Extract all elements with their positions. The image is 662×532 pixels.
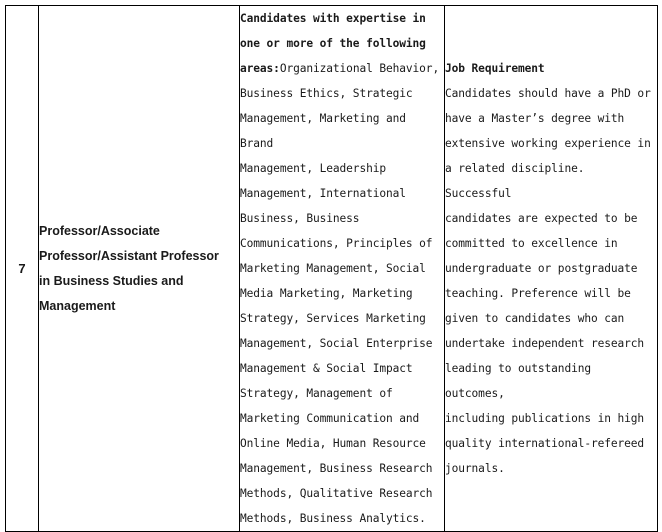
areas-heading-line: Candidates with expertise in [240, 12, 426, 25]
areas-line: Marketing Management, Social [240, 262, 426, 275]
requirement-heading: Job Requirement [445, 62, 545, 75]
requirement-line: a related discipline. Successful [445, 162, 585, 200]
requirement-line: extensive working experience in [445, 137, 651, 150]
areas-line: Business, Business [240, 212, 360, 225]
areas-line: Communications, Principles of [240, 237, 433, 250]
table-row [6, 6, 658, 532]
areas-line: Marketing Communication and [240, 412, 420, 425]
requirement-line: given to candidates who can [445, 312, 625, 325]
expertise-areas-cell [240, 6, 445, 532]
requirement-line: undertake independent research [445, 337, 645, 350]
requirement-line: leading to outstanding outcomes, [445, 362, 591, 400]
areas-line: Management, Marketing and Brand [240, 112, 406, 150]
areas-line: Strategy, Management of [240, 387, 393, 400]
requirement-line: teaching. Preference will be [445, 287, 631, 300]
position-title-line: Professor/Assistant Professor [39, 248, 219, 263]
position-title-line: Professor/Associate [39, 223, 160, 238]
areas-line: Organizational Behavior, [279, 62, 440, 75]
areas-heading-line: one or more of the following [240, 37, 426, 50]
requirement-line: candidates are expected to be [445, 212, 638, 225]
row-number: 7 [18, 261, 26, 276]
requirement-line: including publications in high [445, 412, 645, 425]
areas-line: Methods, Business Analytics. [240, 512, 426, 525]
areas-line: Management, Social Enterprise [240, 337, 433, 350]
areas-line: Management, Leadership [240, 162, 386, 175]
requirement-line: have a Master’s degree with [445, 112, 625, 125]
position-title [39, 219, 239, 319]
row-number-cell [6, 6, 39, 532]
job-posting-table [5, 5, 658, 532]
position-title-line: in Business Studies and [39, 273, 184, 288]
requirement-line: journals. [445, 462, 505, 475]
areas-line: Management & Social Impact [240, 362, 413, 375]
expertise-areas [240, 6, 444, 531]
areas-line: Online Media, Human Resource [240, 437, 426, 450]
position-title-cell [39, 6, 240, 532]
areas-line: Management, International [240, 187, 406, 200]
areas-heading-label: areas: [240, 62, 280, 75]
areas-line: Methods, Qualitative Research [240, 487, 433, 500]
areas-line: Strategy, Services Marketing [240, 312, 426, 325]
requirement-line: Candidates should have a PhD or [445, 87, 651, 100]
position-title-line: Management [39, 298, 116, 313]
areas-line-first [240, 56, 444, 81]
job-requirement [445, 56, 657, 481]
requirement-line: committed to excellence in [445, 237, 618, 250]
requirement-line: undergraduate or postgraduate [445, 262, 638, 275]
areas-line: Media Marketing, Marketing [240, 287, 413, 300]
requirement-line: quality international-refereed [445, 437, 645, 450]
areas-line: Management, Business Research [240, 462, 433, 475]
areas-line: Business Ethics, Strategic [240, 87, 413, 100]
job-requirement-cell [445, 6, 658, 532]
